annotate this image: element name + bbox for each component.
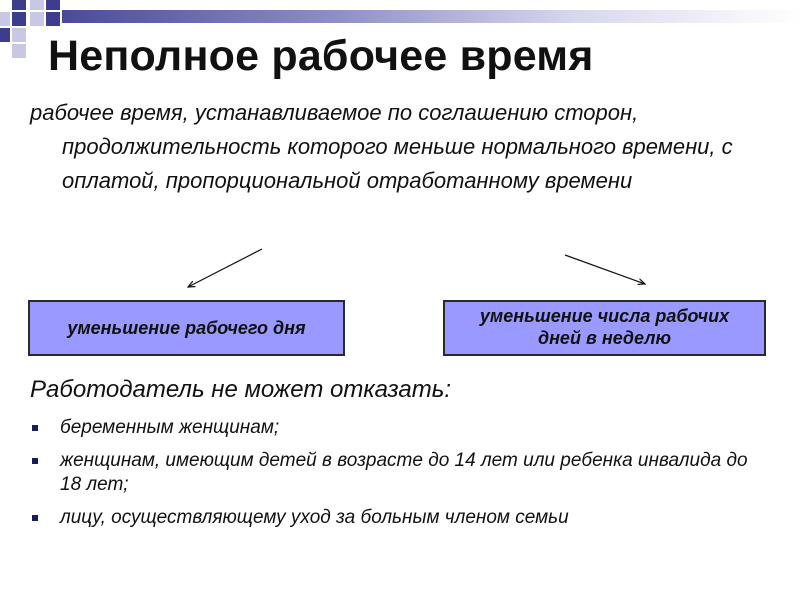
corner-square [30,12,44,26]
box-reduce-workday [28,300,345,356]
arrow-right [565,255,645,284]
box-label: уменьшение рабочего дня [67,318,306,338]
corner-square [12,44,26,58]
box-reduce-workdays-per-week [443,300,766,356]
square-bullet-icon [32,458,38,464]
corner-square [12,28,26,42]
subheading: Работодатель не может отказать: [30,376,452,403]
corner-square [0,12,10,26]
corner-square [12,0,26,10]
list-item-text: беременным женщинам; [60,417,280,438]
corner-square [46,12,60,26]
slide-title: Неполное рабочее время [48,32,594,80]
corner-square [0,28,10,42]
bullet-list [30,416,770,539]
corner-square [12,12,26,26]
arrow-left [188,249,262,287]
list-item [30,506,770,530]
list-item [30,449,770,497]
header-gradient-bar [62,10,800,23]
list-item-text: женщинам, имеющим детей в возрасте до 14 лет или ребенка инвалида до 18 лет; [60,450,748,495]
list-item-text: лицу, осуществляющему уход за больным членом семьи [60,507,569,528]
square-bullet-icon [32,425,38,431]
corner-square [30,0,44,10]
list-item [30,416,770,440]
box-label: уменьшение числа рабочих дней в неделю [479,306,730,348]
definition-text: рабочее время, устанавливаемое по соглашению сторон, продолжительность которого меньше нормального времени, с оплатой, пропорциональной отработанному времени [30,100,733,193]
corner-square [46,0,60,10]
square-bullet-icon [32,515,38,521]
